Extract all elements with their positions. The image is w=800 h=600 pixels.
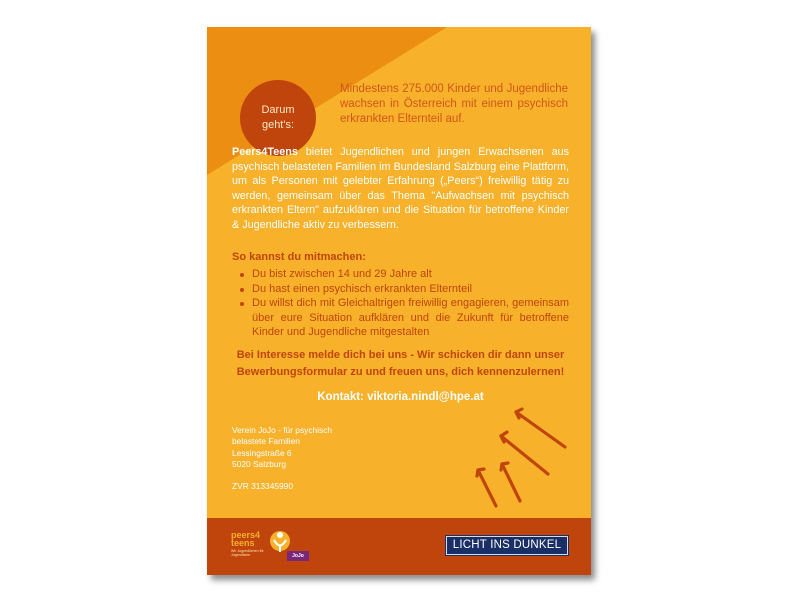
body-text <box>232 145 569 232</box>
logo-subtitle: Wir Jugendlichen für Jugendliche <box>231 549 264 557</box>
intro-text: Mindestens 275.000 Kinder und Jugendliche wachsen in Österreich mit einem psychisch erkrankten Elternteil auf. <box>340 83 568 125</box>
list-item: Du hast einen psychisch erkrankten Elternteil <box>232 282 569 297</box>
jojo-tag: JoJo <box>287 551 309 561</box>
logo-line1: peers4 <box>231 530 261 540</box>
brand-name: Peers4Teens <box>232 146 298 158</box>
flyer-page <box>207 27 591 575</box>
address-line: 5020 Salzburg <box>232 458 287 469</box>
body-description: bietet Jugendlichen und jungen Erwachsenen aus psychisch belasteten Familien im Bundesland Salzburg eine Plattform, um als Personen mit gelebter Erfahrung („Peers“) freiwillig tätig zu werden, gemeinsam über das Thema "Aufwachsen mit psychisch erkrankten Eltern" aufzuklären und die Situation für betroffene Kinder & Jugendliche aktiv zu verbessern. <box>232 146 569 231</box>
address-line: belastete Familien <box>232 436 300 447</box>
address-line: Lessingstraße 6 <box>232 447 292 458</box>
list-item: Du willst dich mit Gleichaltrigen freiwillig engagieren, gemeinsam über eure Situation aufklären und die Zukunft für betroffene Kinder und Jugendliche mitgestalten <box>232 296 569 340</box>
peers4teens-logo <box>229 525 311 569</box>
requirements-list <box>232 267 569 340</box>
contact-email[interactable]: Kontakt: viktoria.nindl@hpe.at <box>317 391 484 403</box>
list-item: Du bist zwischen 14 und 29 Jahre alt <box>232 267 569 282</box>
address-line: Verein JoJo - für psychisch <box>232 425 333 435</box>
zvr-number: ZVR 313345990 <box>232 481 293 492</box>
licht-ins-dunkel-badge: LICHT INS DUNKEL <box>445 535 569 556</box>
darum-circle: Darum geht's: <box>240 80 316 156</box>
logo-line2: teens <box>231 538 255 548</box>
address-block <box>232 425 332 492</box>
call-to-action: Bei Interesse melde dich bei uns - Wir schicken dir dann unser Bewerbungsformular zu und freuen uns, dich kennenzulernen! <box>236 349 565 378</box>
arrow-icon <box>465 399 570 514</box>
section-heading: So kannst du mitmachen: <box>232 251 366 263</box>
